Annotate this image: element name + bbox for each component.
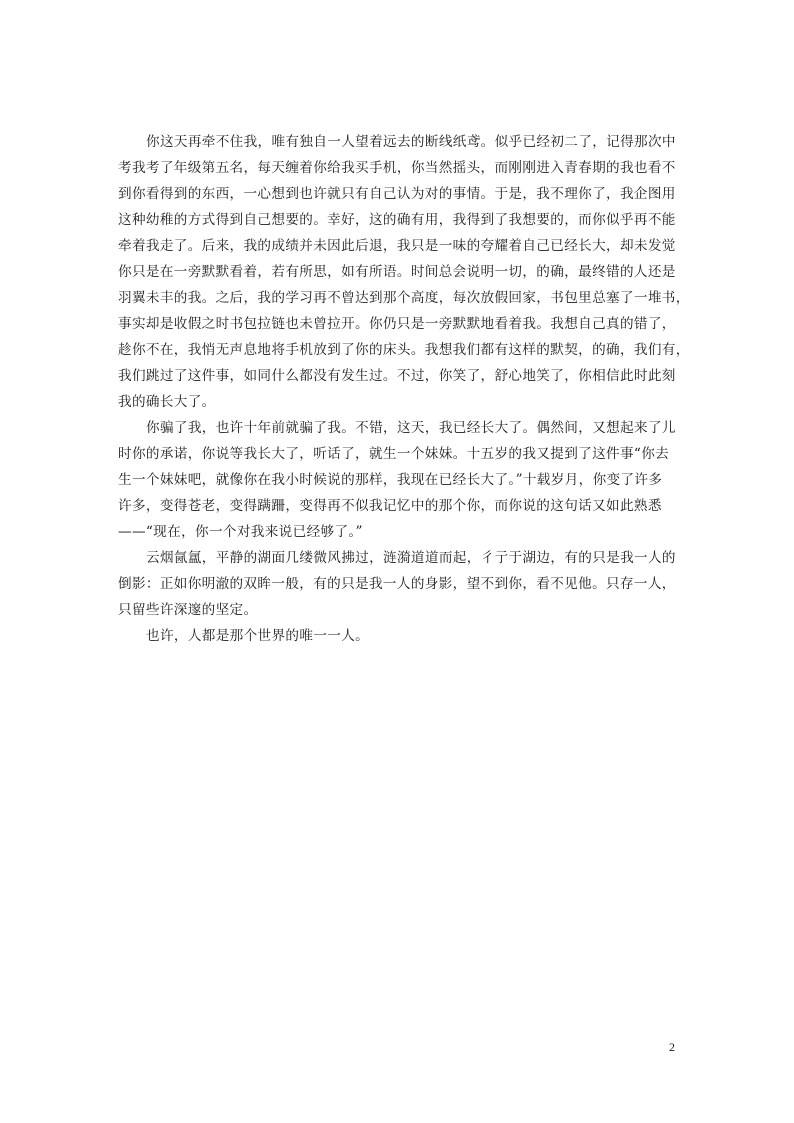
text-line: 趁你不在，我悄无声息地将手机放到了你的床头。我想我们都有这样的默契，的确，我们有，: [118, 342, 690, 358]
text-line: 羽翼未丰的我。之后，我的学习再不曾达到那个高度，每次放假回家，书包里总塞了一堆书，: [118, 290, 690, 306]
body-text: [118, 129, 690, 649]
text-line: 只留些许深邃的坚定。: [118, 602, 258, 618]
text-line: 云烟氤氲，平静的湖面几缕微风拂过，涟漪道道而起，彳亍于湖边，有的只是我一人的: [146, 550, 676, 566]
text-line: 到你看得到的东西，一心想到也许就只有自己认为对的事情。于是，我不理你了，我企图用: [118, 186, 676, 202]
paragraph-1: [118, 129, 690, 415]
paragraph-2: [118, 415, 678, 545]
page-number: 2: [669, 1040, 675, 1054]
paragraph-3: [118, 545, 678, 623]
text-line: 这种幼稚的方式得到自己想要的。幸好，这的确有用，我得到了我想要的，而你似乎再不能: [118, 212, 676, 228]
text-line: 你只是在一旁默默看着，若有所思，如有所语。时间总会说明一切，的确，最终错的人还是: [118, 264, 676, 280]
text-line: 倒影：正如你明澈的双眸一般，有的只是我一人的身影，望不到你，看不见他。只存一人，: [118, 576, 676, 592]
text-line: 也许，人都是那个世界的唯一一人。: [146, 628, 370, 644]
text-line: 我的确长大了。: [118, 394, 216, 410]
text-line: 牵着我走了。后来，我的成绩并未因此后退，我只是一味的夸耀着自己已经长大，却未发觉: [118, 238, 676, 254]
text-line: 你骗了我，也许十年前就骗了我。不错，这天，我已经长大了。偶然间，又想起来了儿: [146, 420, 676, 436]
text-line: 我们跳过了这件事，如同什么都没有发生过。不过，你笑了，舒心地笑了，你相信此时此刻: [118, 368, 676, 384]
text-line: 事实却是收假之时书包拉链也未曾拉开。你仍只是一旁默默地看着我。我想自己真的错了，: [118, 316, 676, 332]
text-line: 考我考了年级第五名，每天缠着你给我买手机，你当然摇头，而刚刚进入青春期的我也看不: [118, 160, 676, 176]
text-line: ——“现在，你一个对我来说已经够了。”: [118, 524, 363, 540]
text-line: 你这天再牵不住我，唯有独自一人望着远去的断线纸鸢。似乎已经初二了，记得那次中: [146, 134, 676, 150]
text-line: 时你的承诺，你说等我长大了，听话了，就生一个妹妹。十五岁的我又提到了这件事“你去: [118, 446, 670, 462]
text-line: 许多，变得苍老，变得蹒跚，变得再不似我记忆中的那个你，而你说的这句话又如此熟悉: [118, 498, 662, 514]
paragraph-4: [118, 623, 678, 649]
text-line: 生一个妹妹吧，就像你在我小时候说的那样，我现在已经长大了。”十载岁月，你变了许多: [118, 472, 663, 488]
